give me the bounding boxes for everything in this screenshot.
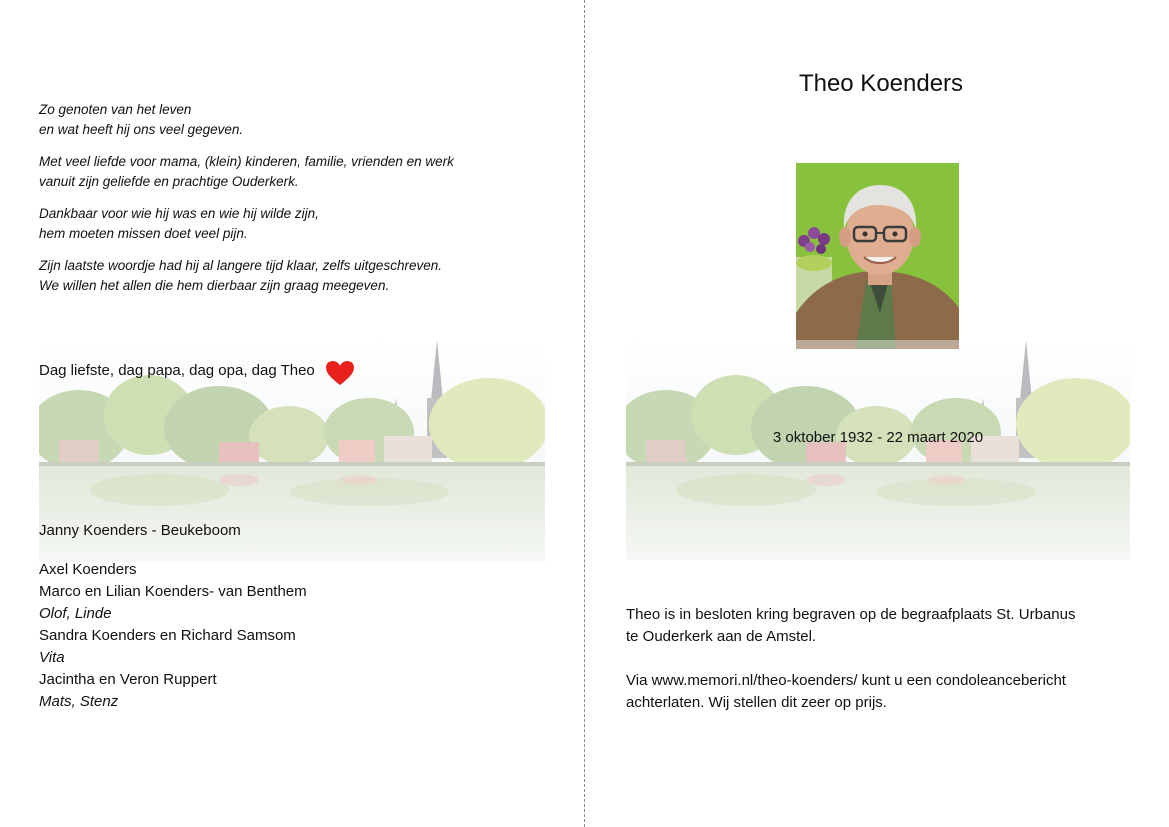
poem bbox=[39, 100, 559, 308]
notice-line: te Ouderkerk aan de Amstel. bbox=[626, 628, 817, 645]
poem-stanza bbox=[39, 100, 559, 140]
notice-line: Via www.memori.nl/theo-koenders/ kunt u een condoleancebericht bbox=[626, 672, 1066, 689]
poem-stanza bbox=[39, 256, 559, 296]
poem-stanza bbox=[39, 152, 559, 192]
poem-line: Zo genoten van het leven bbox=[39, 102, 192, 117]
ouderkerk-river-scene bbox=[626, 340, 1130, 560]
grandchildren-line: Mats, Stenz bbox=[39, 693, 119, 710]
notice-line: achterlaten. Wij stellen dit zeer op prijs. bbox=[626, 694, 887, 711]
poem-stanza bbox=[39, 204, 559, 244]
notice-paragraph bbox=[626, 604, 1146, 648]
heart-icon bbox=[325, 360, 355, 386]
farewell-text: Dag liefste, dag papa, dag opa, dag Theo bbox=[39, 362, 315, 379]
portrait-photo bbox=[796, 163, 959, 349]
deceased-name: Theo Koenders bbox=[798, 70, 964, 97]
family-list bbox=[39, 520, 307, 713]
notice-paragraph bbox=[626, 670, 1146, 714]
poem-line: Zijn laatste woordje had hij al langere tijd klaar, zelfs uitgeschreven. bbox=[39, 258, 442, 273]
fold-divider bbox=[584, 0, 585, 827]
poem-line: hem moeten missen doet veel pijn. bbox=[39, 226, 248, 241]
poem-line: Met veel liefde voor mama, (klein) kinderen, familie, vrienden en werk bbox=[39, 154, 454, 169]
family-line: Jacintha en Veron Ruppert bbox=[39, 671, 217, 688]
grandchildren-line: Olof, Linde bbox=[39, 605, 112, 622]
burial-notice bbox=[626, 604, 1146, 736]
family-line: Axel Koenders bbox=[39, 561, 137, 578]
poem-line: en wat heeft hij ons veel gegeven. bbox=[39, 122, 244, 137]
grandchildren-line: Vita bbox=[39, 649, 65, 666]
poem-line: vanuit zijn geliefde en prachtige Ouderkerk. bbox=[39, 174, 299, 189]
poem-line: We willen het allen die hem dierbaar zijn graag meegeven. bbox=[39, 278, 390, 293]
spouse-name: Janny Koenders - Beukeboom bbox=[39, 522, 241, 539]
family-line: Marco en Lilian Koenders- van Benthem bbox=[39, 583, 307, 600]
family-line: Sandra Koenders en Richard Samsom bbox=[39, 627, 296, 644]
notice-line: Theo is in besloten kring begraven op de begraafplaats St. Urbanus bbox=[626, 606, 1076, 623]
poem-line: Dankbaar voor wie hij was en wie hij wilde zijn, bbox=[39, 206, 319, 221]
life-dates: 3 oktober 1932 - 22 maart 2020 bbox=[772, 429, 984, 446]
